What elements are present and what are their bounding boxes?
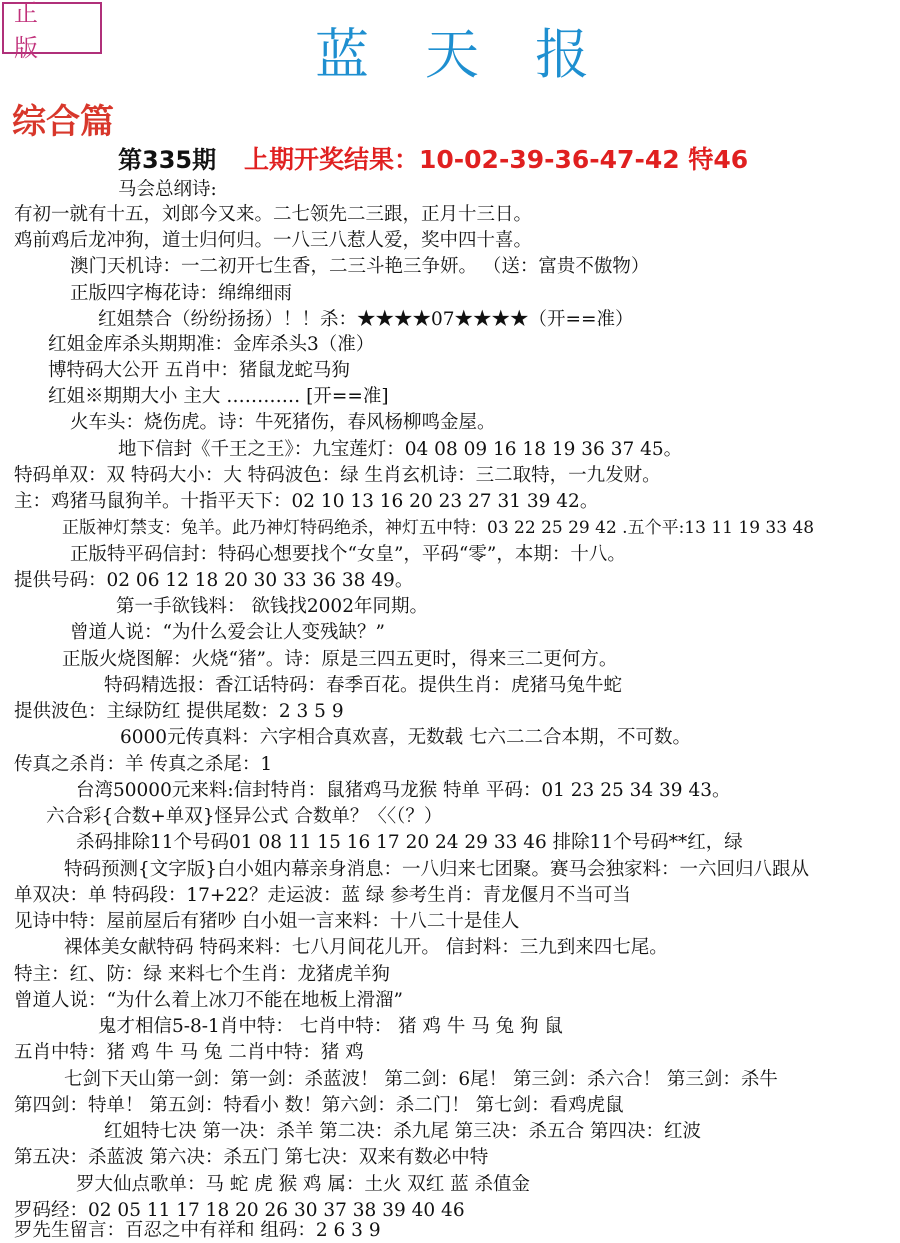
text-line: 单双决：单 特码段：17+22？走运波：蓝 绿 参考生肖：青龙偃月不当可当: [14, 885, 631, 906]
text-line: 红姐禁合（纷纷扬扬）！！杀：★★★★07★★★★（开==准）: [98, 309, 634, 330]
section-title: 综合篇: [12, 102, 114, 142]
text-line: 特主：红、防：绿 来料七个生肖：龙猪虎羊狗: [14, 964, 390, 985]
text-line: 正版神灯禁支：兔羊。此乃神灯特码绝杀，神灯五中特：03 22 25 29 42 .五个平:13 11 19 33 48: [62, 518, 815, 538]
text-line: 杀码排除11个号码01 08 11 15 16 17 20 24 29 33 46 排除11个号码**红，绿: [76, 832, 743, 853]
text-line: 有初一就有十五，刘郎今又来。二七领先二三跟，正月十三日。: [14, 204, 533, 225]
text-line: 特码单双：双 特码大小：大 特码波色：绿 生肖玄机诗：三二取特，一九发财。: [14, 465, 661, 486]
text-line: 红姐特七决 第一决：杀羊 第二决：杀九尾 第三决：杀五合 第四决：红波: [104, 1121, 702, 1142]
text-line: 火车头：烧伤虎。诗：牛死猪伤，春风杨柳鸣金屋。: [70, 412, 496, 433]
text-line: 第四剑：特单！ 第五剑：特看小 数！第六剑：杀二门！ 第七剑：看鸡虎鼠: [14, 1095, 624, 1116]
text-line: 六合彩{合数+单双}怪异公式 合数单？〈〈（？）: [46, 806, 443, 827]
newspaper-title: 蓝天报: [315, 23, 645, 86]
text-line: 罗码经：02 05 11 17 18 20 26 30 37 38 39 40 46: [14, 1200, 465, 1221]
text-line: 曾道人说：“为什么爱会让人变残缺？”: [70, 622, 385, 643]
text-line: 特码精选报：香江话特码：春季百花。提供生肖：虎猪马兔牛蛇: [104, 675, 623, 696]
text-line: 正版特平码信封：特码心想要找个“女皇”，平码“零”，本期：十八。: [70, 544, 626, 565]
text-line: 红姐金库杀头期期准：金库杀头3（准）: [48, 334, 375, 355]
text-line: 正版四字梅花诗：绵绵细雨: [70, 283, 293, 304]
text-line: 罗先生留言：百忍之中有祥和 组码：2 6 3 9: [14, 1220, 381, 1241]
text-line: 地下信封《千王之王》：九宝莲灯：04 08 09 16 18 19 36 37 45。: [118, 439, 683, 460]
text-line: 七剑下天山第一剑：第一剑：杀蓝波！ 第二剑：6尾！ 第三剑：杀六合！ 第三剑：杀牛: [64, 1069, 778, 1090]
text-line: 正版火烧图解：火烧“猪”。诗：原是三四五更时，得来三二更何方。: [62, 649, 618, 670]
text-line: 第五决：杀蓝波 第六决：杀五门 第七决：双来有数必中特: [14, 1147, 489, 1168]
text-line: 主：鸡猪马鼠狗羊。十指平天下：02 10 13 16 20 23 27 31 39 42。: [14, 491, 599, 512]
text-line: 曾道人说：“为什么着上冰刀不能在地板上滑溜”: [14, 990, 403, 1011]
text-line: 提供波色：主绿防红 提供尾数：2 3 5 9: [14, 701, 344, 722]
text-line: 裸体美女献特码 特码来料：七八月间花儿开。 信封料：三九到来四七尾。: [64, 937, 668, 958]
text-line: 提供号码：02 06 12 18 20 30 33 36 38 49。: [14, 570, 414, 591]
text-line: 博特码大公开 五肖中：猪鼠龙蛇马狗: [48, 360, 350, 381]
text-line: 见诗中特：屋前屋后有猪吵 白小姐一言来料：十八二十是佳人: [14, 911, 520, 932]
text-line: 五肖中特：猪 鸡 牛 马 兔 二肖中特：猪 鸡: [14, 1042, 364, 1063]
text-line: 6000元传真料：六字相合真欢喜，无数载 七六二二合本期，不可数。: [120, 727, 691, 748]
text-line: 马会总纲诗:: [118, 179, 217, 200]
text-line: 特码预测{文字版}白小姐内幕亲身消息：一八归来七团聚。赛马会独家料：一六回归八跟从: [64, 859, 810, 880]
text-line: 红姐※期期大小 主大 ………… [开==准]: [48, 386, 389, 407]
text-line: 鬼才相信5-8-1肖中特： 七肖中特： 猪 鸡 牛 马 兔 狗 鼠: [98, 1016, 563, 1037]
text-line: 鸡前鸡后龙冲狗，道士归何归。一八三八惹人爱，奖中四十喜。: [14, 230, 533, 251]
authentic-badge: 正 版: [2, 2, 102, 54]
last-draw-result: 上期开奖结果：10-02-39-36-47-42 特46: [244, 145, 749, 174]
text-line: 台湾50000元来料:信封特肖：鼠猪鸡马龙猴 特单 平码：01 23 25 34 39 43。: [76, 780, 731, 801]
issue-number: 第335期: [118, 146, 217, 174]
text-line: 传真之杀肖：羊 传真之杀尾：1: [14, 754, 273, 775]
text-line: 澳门天机诗：一二初开七生香，二三斗艳三争妍。 （送：富贵不傲物）: [70, 256, 650, 277]
text-line: 罗大仙点歌单：马 蛇 虎 猴 鸡 属：土火 双红 蓝 杀值金: [76, 1174, 531, 1195]
text-line: 第一手欲钱料： 欲钱找2002年同期。: [116, 596, 428, 617]
